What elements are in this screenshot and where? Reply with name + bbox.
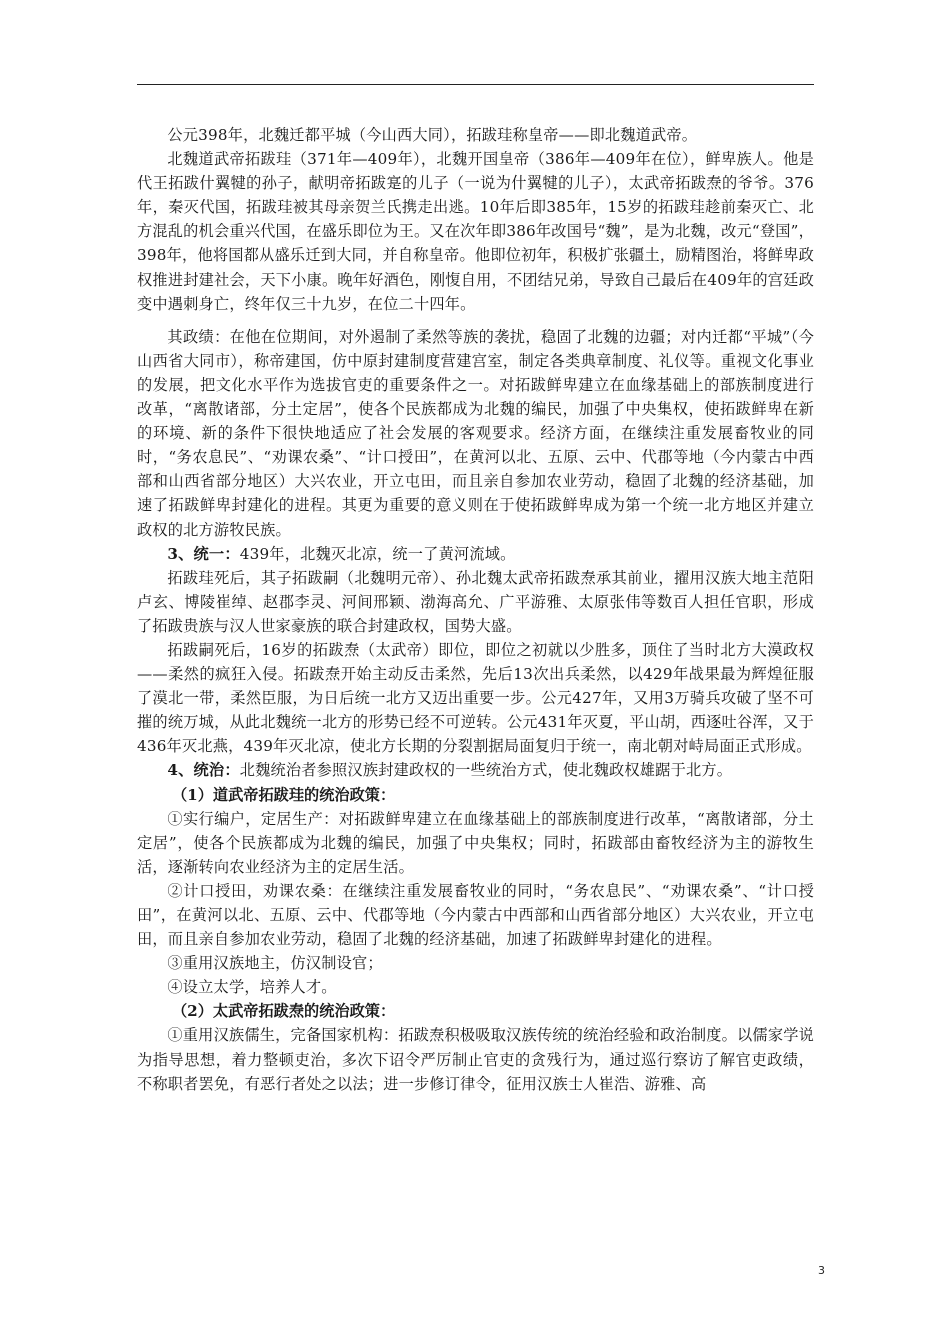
paragraph-capital-move: 公元398年，北魏迁都平城（今山西大同），拓跋珪称皇帝——即北魏道武帝。 (167, 126, 698, 144)
section-text: 北魏统治者参照汉族封建政权的一些统治方式，使北魏政权雄踞于北方。 (239, 761, 733, 780)
page-body (137, 123, 814, 1096)
subheading-taiwu-policies: （2）太武帝拓跋焘的统治政策： (171, 1002, 396, 1021)
list-item: ①实行编户，定居生产：对拓跋鲜卑建立在血缘基础上的部族制度进行改革，“离散诸部，分土定居”，使各个民族都成为北魏的编民，加强了中央集权；同时，拓跋部由畜牧经济为主的游牧生活，逐渐转向农业经济为主的定居生活。 (137, 809, 814, 876)
subheading-daowu-policies: （1）道武帝拓跋珪的统治政策： (171, 785, 396, 804)
list-item: ①重用汉族儒生，完备国家机构：拓跋焘积极吸取汉族传统的统治经验和政治制度。以儒家学说为指导思想，着力整顿吏治，多次下诏令严厉制止官吏的贪残行为，通过巡行察访了解官吏政绩，不称职者罢免，有恶行者处之以法；进一步修订律令，征用汉族士人崔浩、游雅、高 (137, 1026, 814, 1093)
section-unification (137, 542, 814, 566)
section-label: 3、统一： (167, 544, 240, 563)
paragraph-achievements: 其政绩：在他在位期间，对外遏制了柔然等族的袭扰，稳固了北魏的边疆；对内迁都“平城”（今山西省大同市），称帝建国，仿中原封建制度营建宫室，制定各类典章制度、礼仪等。重视文化事业的发展，把文化水平作为选拔官吏的重要条件之一。对拓跋鲜卑建立在血缘基础上的部族制度进行改革，“离散诸部，分土定居”，使各个民族都成为北魏的编民，加强了中央集权，使拓跋鲜卑在新的环境、新的条件下很快地适应了社会发展的客观要求。经济方面，在继续注重发展畜牧业的同时，“务农息民”、“劝课农桑”、“计口授田”，在黄河以北、五原、云中、代郡等地（今内蒙古中西部和山西省部分地区）大兴农业，开立屯田，而且亲自参加农业劳动，稳固了北魏的经济基础，加速了拓跋鲜卑封建化的进程。其更为重要的意义则在于使拓跋鲜卑成为第一个统一北方地区并建立政权的北方游牧民族。 (137, 327, 814, 539)
list-item: ④设立太学，培养人才。 (167, 978, 337, 997)
list-item: ②计口授田，劝课农桑：在继续注重发展畜牧业的同时，“务农息民”、“劝课农桑”、“计口授田”，在黄河以北、五原、云中、代郡等地（今内蒙古中西部和山西省部分地区）大兴农业，开立屯田，而且亲自参加农业劳动，稳固了北魏的经济基础，加速了拓跋鲜卑封建化的进程。 (137, 881, 814, 949)
section-label: 4、统治： (167, 761, 240, 780)
section-rule (137, 758, 814, 782)
header-rule (137, 84, 814, 85)
paragraph-taiwu-campaigns: 拓跋嗣死后，16岁的拓跋焘（太武帝）即位，即位之初就以少胜多，顶住了当时北方大漠政权——柔然的疯狂入侵。拓跋焘开始主动反击柔然，先后13次出兵柔然，以429年战果最为辉煌征服了漠北一带，柔然臣服，为日后统一北方又迈出重要一步。公元427年，又用3万骑兵攻破了坚不可摧的统万城，从此北魏统一北方的形势已经不可逆转。公元431年灭夏，平山胡，西逐吐谷浑，又于436年灭北燕，439年灭北凉，使北方长期的分裂割据局面复归于统一，南北朝对峙局面正式形成。 (137, 640, 814, 756)
paragraph-successors: 拓跋珪死后，其子拓跋嗣（北魏明元帝）、孙北魏太武帝拓跋焘承其前业，擢用汉族大地主范阳卢玄、博陵崔绰、赵郡李灵、河间邢颖、渤海高允、广平游雅、太原张伟等数百人担任官职，形成了拓跋贵族与汉人世家豪族的联合封建政权，国势大盛。 (137, 568, 814, 635)
paragraph-daowu-biography: 北魏道武帝拓跋珪（371年—409年），北魏开国皇帝（386年—409年在位），鲜卑族人。他是代王拓跋什翼犍的孙子，献明帝拓跋寔的儿子（一说为什翼犍的儿子），太武帝拓跋焘的爷爷。376年，秦灭代国，拓跋珪被其母亲贺兰氏携走出逃。10年后即385年，15岁的拓跋珪趁前秦灭亡、北方混乱的机会重兴代国，在盛乐即位为王。又在次年即386年改国号“魏”，是为北魏，改元“登国”，398年，他将国都从盛乐迁到大同，并自称皇帝。他即位初年，积极扩张疆土，励精图治，将鲜卑政权推进封建社会，天下小康。晚年好酒色，刚愎自用，不团结兄弟，导致自己最后在409年的宫廷政变中遇刺身亡，终年仅三十九岁，在位二十四年。 (137, 150, 814, 313)
section-text: 439年，北魏灭北凉，统一了黄河流域。 (239, 544, 516, 563)
page-number: 3 (818, 1264, 825, 1277)
list-item: ③重用汉族地主，仿汉制设官； (167, 954, 383, 973)
